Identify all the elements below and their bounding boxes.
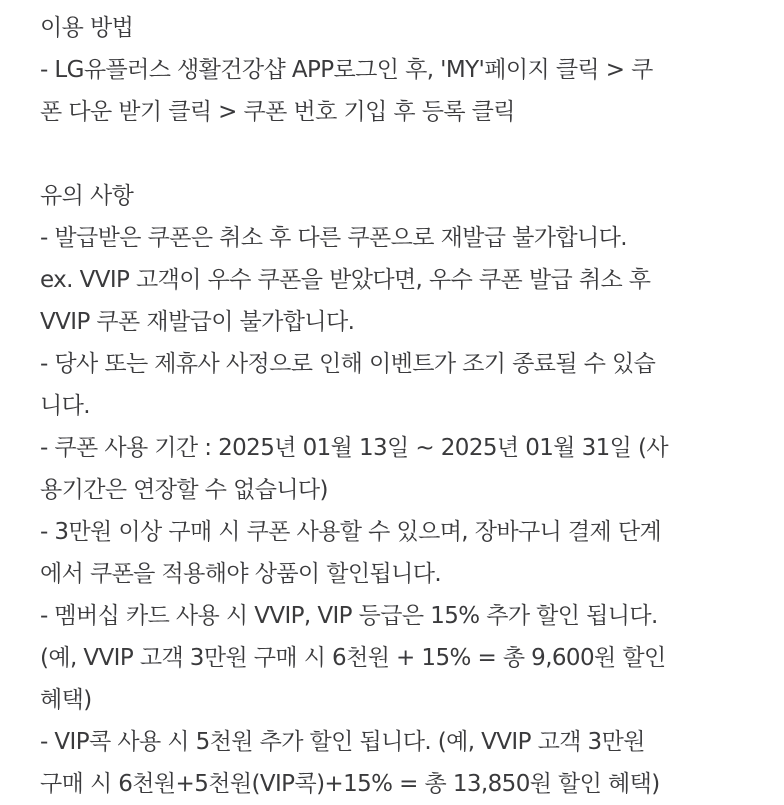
spacer: [40, 133, 780, 175]
notes-line: VVIP 쿠폰 재발급이 불가합니다.: [40, 309, 355, 335]
usage-line: 폰 다운 받기 클릭 > 쿠폰 번호 기입 후 등록 클릭: [40, 99, 515, 125]
notes-line: - 발급받은 쿠폰은 취소 후 다른 쿠폰으로 재발급 불가합니다.: [40, 225, 627, 251]
notes-line: 구매 시 6천원+5천원(VIP콕)+15% = 총 13,850원 할인 혜택): [40, 771, 660, 797]
notes-line: 에서 쿠폰을 적용해야 상품이 할인됩니다.: [40, 561, 442, 587]
coupon-notice: [40, 7, 780, 805]
notes-line: - 당사 또는 제휴사 사정으로 인해 이벤트가 조기 종료될 수 있습: [40, 351, 656, 377]
notes-line: - VIP콕 사용 시 5천원 추가 할인 됩니다. (예, VVIP 고객 3만원: [40, 729, 645, 755]
notes-line: - 멤버십 카드 사용 시 VVIP, VIP 등급은 15% 추가 할인 됩니다.: [40, 603, 658, 629]
notes-line: - 3만원 이상 구매 시 쿠폰 사용할 수 있으며, 장바구니 결제 단계: [40, 519, 662, 545]
notes-heading: 유의 사항: [40, 183, 134, 209]
notes-line: 용기간은 연장할 수 없습니다): [40, 477, 328, 503]
notes-line: - 쿠폰 사용 기간 : 2025년 01월 13일 ~ 2025년 01월 31일 (사: [40, 435, 668, 461]
usage-line: - LG유플러스 생활건강샵 APP로그인 후, 'MY'페이지 클릭 > 쿠: [40, 57, 653, 83]
notes-line: ex. VVIP 고객이 우수 쿠폰을 받았다면, 우수 쿠폰 발급 취소 후: [40, 267, 651, 293]
usage-heading: 이용 방법: [40, 15, 134, 41]
notes-line: 니다.: [40, 393, 90, 419]
notes-line: (예, VVIP 고객 3만원 구매 시 6천원 + 15% = 총 9,600원 할인: [40, 645, 666, 671]
notes-line: 혜택): [40, 687, 92, 713]
